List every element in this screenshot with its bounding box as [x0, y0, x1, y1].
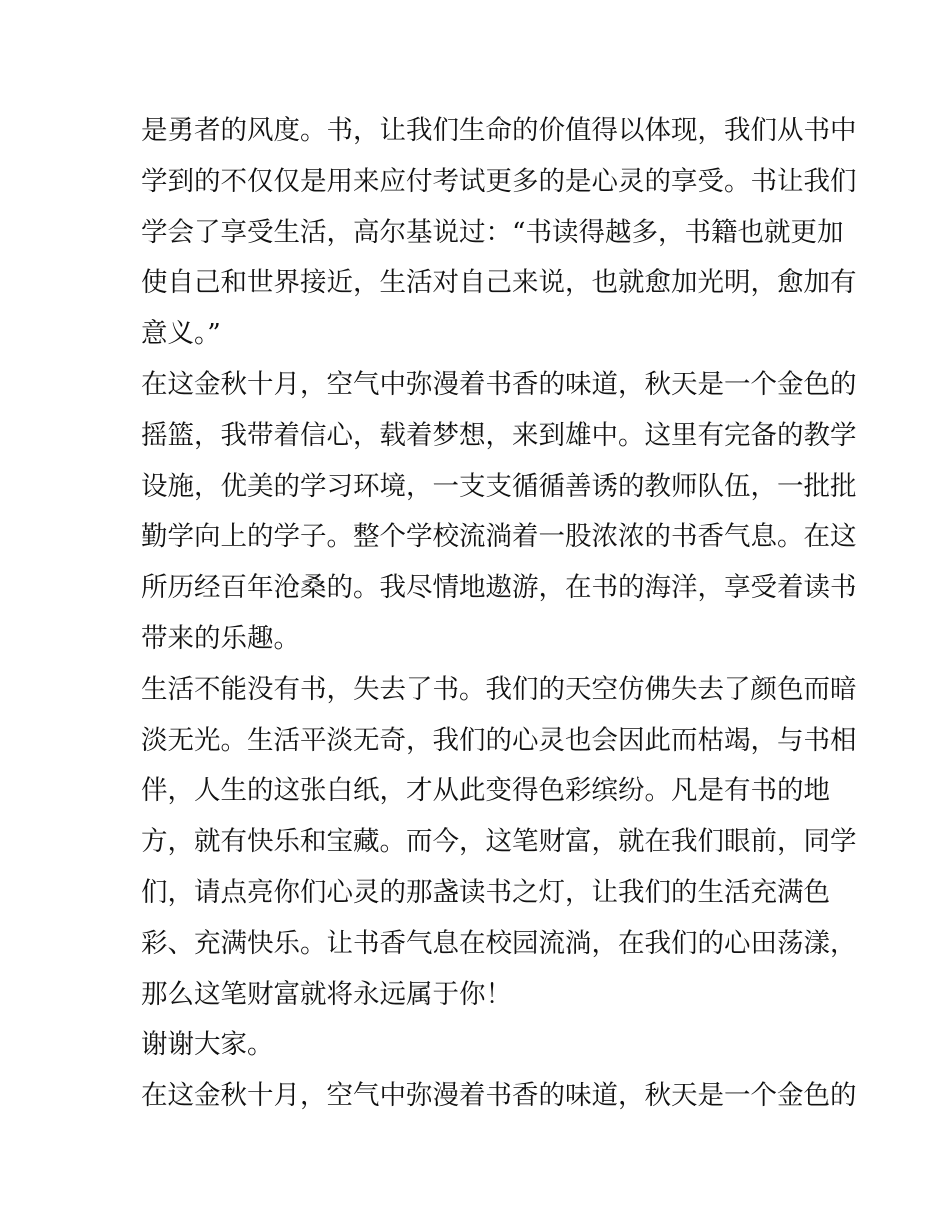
text-line: 摇篮，我带着信心，载着梦想，来到雄中。这里有完备的教学: [141, 419, 857, 451]
text-line: 生活不能没有书，失去了书。我们的天空仿佛失去了颜色而暗: [141, 673, 857, 705]
text-line: 学会了享受生活，高尔基说过：“书读得越多，书籍也就更加: [141, 216, 844, 248]
text-line: 意义。”: [141, 318, 221, 350]
text-line: 在这金秋十月，空气中弥漫着书香的味道，秋天是一个金色的: [141, 368, 857, 400]
text-line: 在这金秋十月，空气中弥漫着书香的味道，秋天是一个金色的: [141, 1080, 857, 1112]
text-line: 方，就有快乐和宝藏。而今，这笔财富，就在我们眼前，同学: [141, 826, 857, 858]
text-line: 所历经百年沧桑的。我尽情地遨游，在书的海洋，享受着读书: [141, 572, 857, 604]
text-line: 伴，人生的这张白纸，才从此变得色彩缤纷。凡是有书的地: [141, 775, 830, 807]
text-line: 是勇者的风度。书，让我们生命的价值得以体现，我们从书中: [141, 115, 857, 146]
text-line: 们，请点亮你们心灵的那盏读书之灯，让我们的生活充满色: [141, 876, 830, 908]
text-line: 学到的不仅仅是用来应付考试更多的是心灵的享受。书让我们: [141, 165, 857, 197]
text-line: 使自己和世界接近，生活对自己来说，也就愈加光明，愈加有: [141, 267, 857, 299]
document-body: [141, 106, 857, 1122]
text-line: 彩、充满快乐。让书香气息在校园流淌，在我们的心田荡漾，: [141, 927, 857, 959]
text-line: 带来的乐趣。: [141, 622, 300, 654]
text-line: 谢谢大家。: [141, 1029, 274, 1061]
text-line: 淡无光。生活平淡无奇，我们的心灵也会因此而枯竭，与书相: [141, 724, 857, 756]
text-line: 勤学向上的学子。整个学校流淌着一股浓浓的书香气息。在这: [141, 521, 857, 553]
text-line: 设施，优美的学习环境，一支支循循善诱的教师队伍，一批批: [141, 470, 857, 502]
text-line: 那么这笔财富就将永远属于你！: [141, 978, 512, 1010]
